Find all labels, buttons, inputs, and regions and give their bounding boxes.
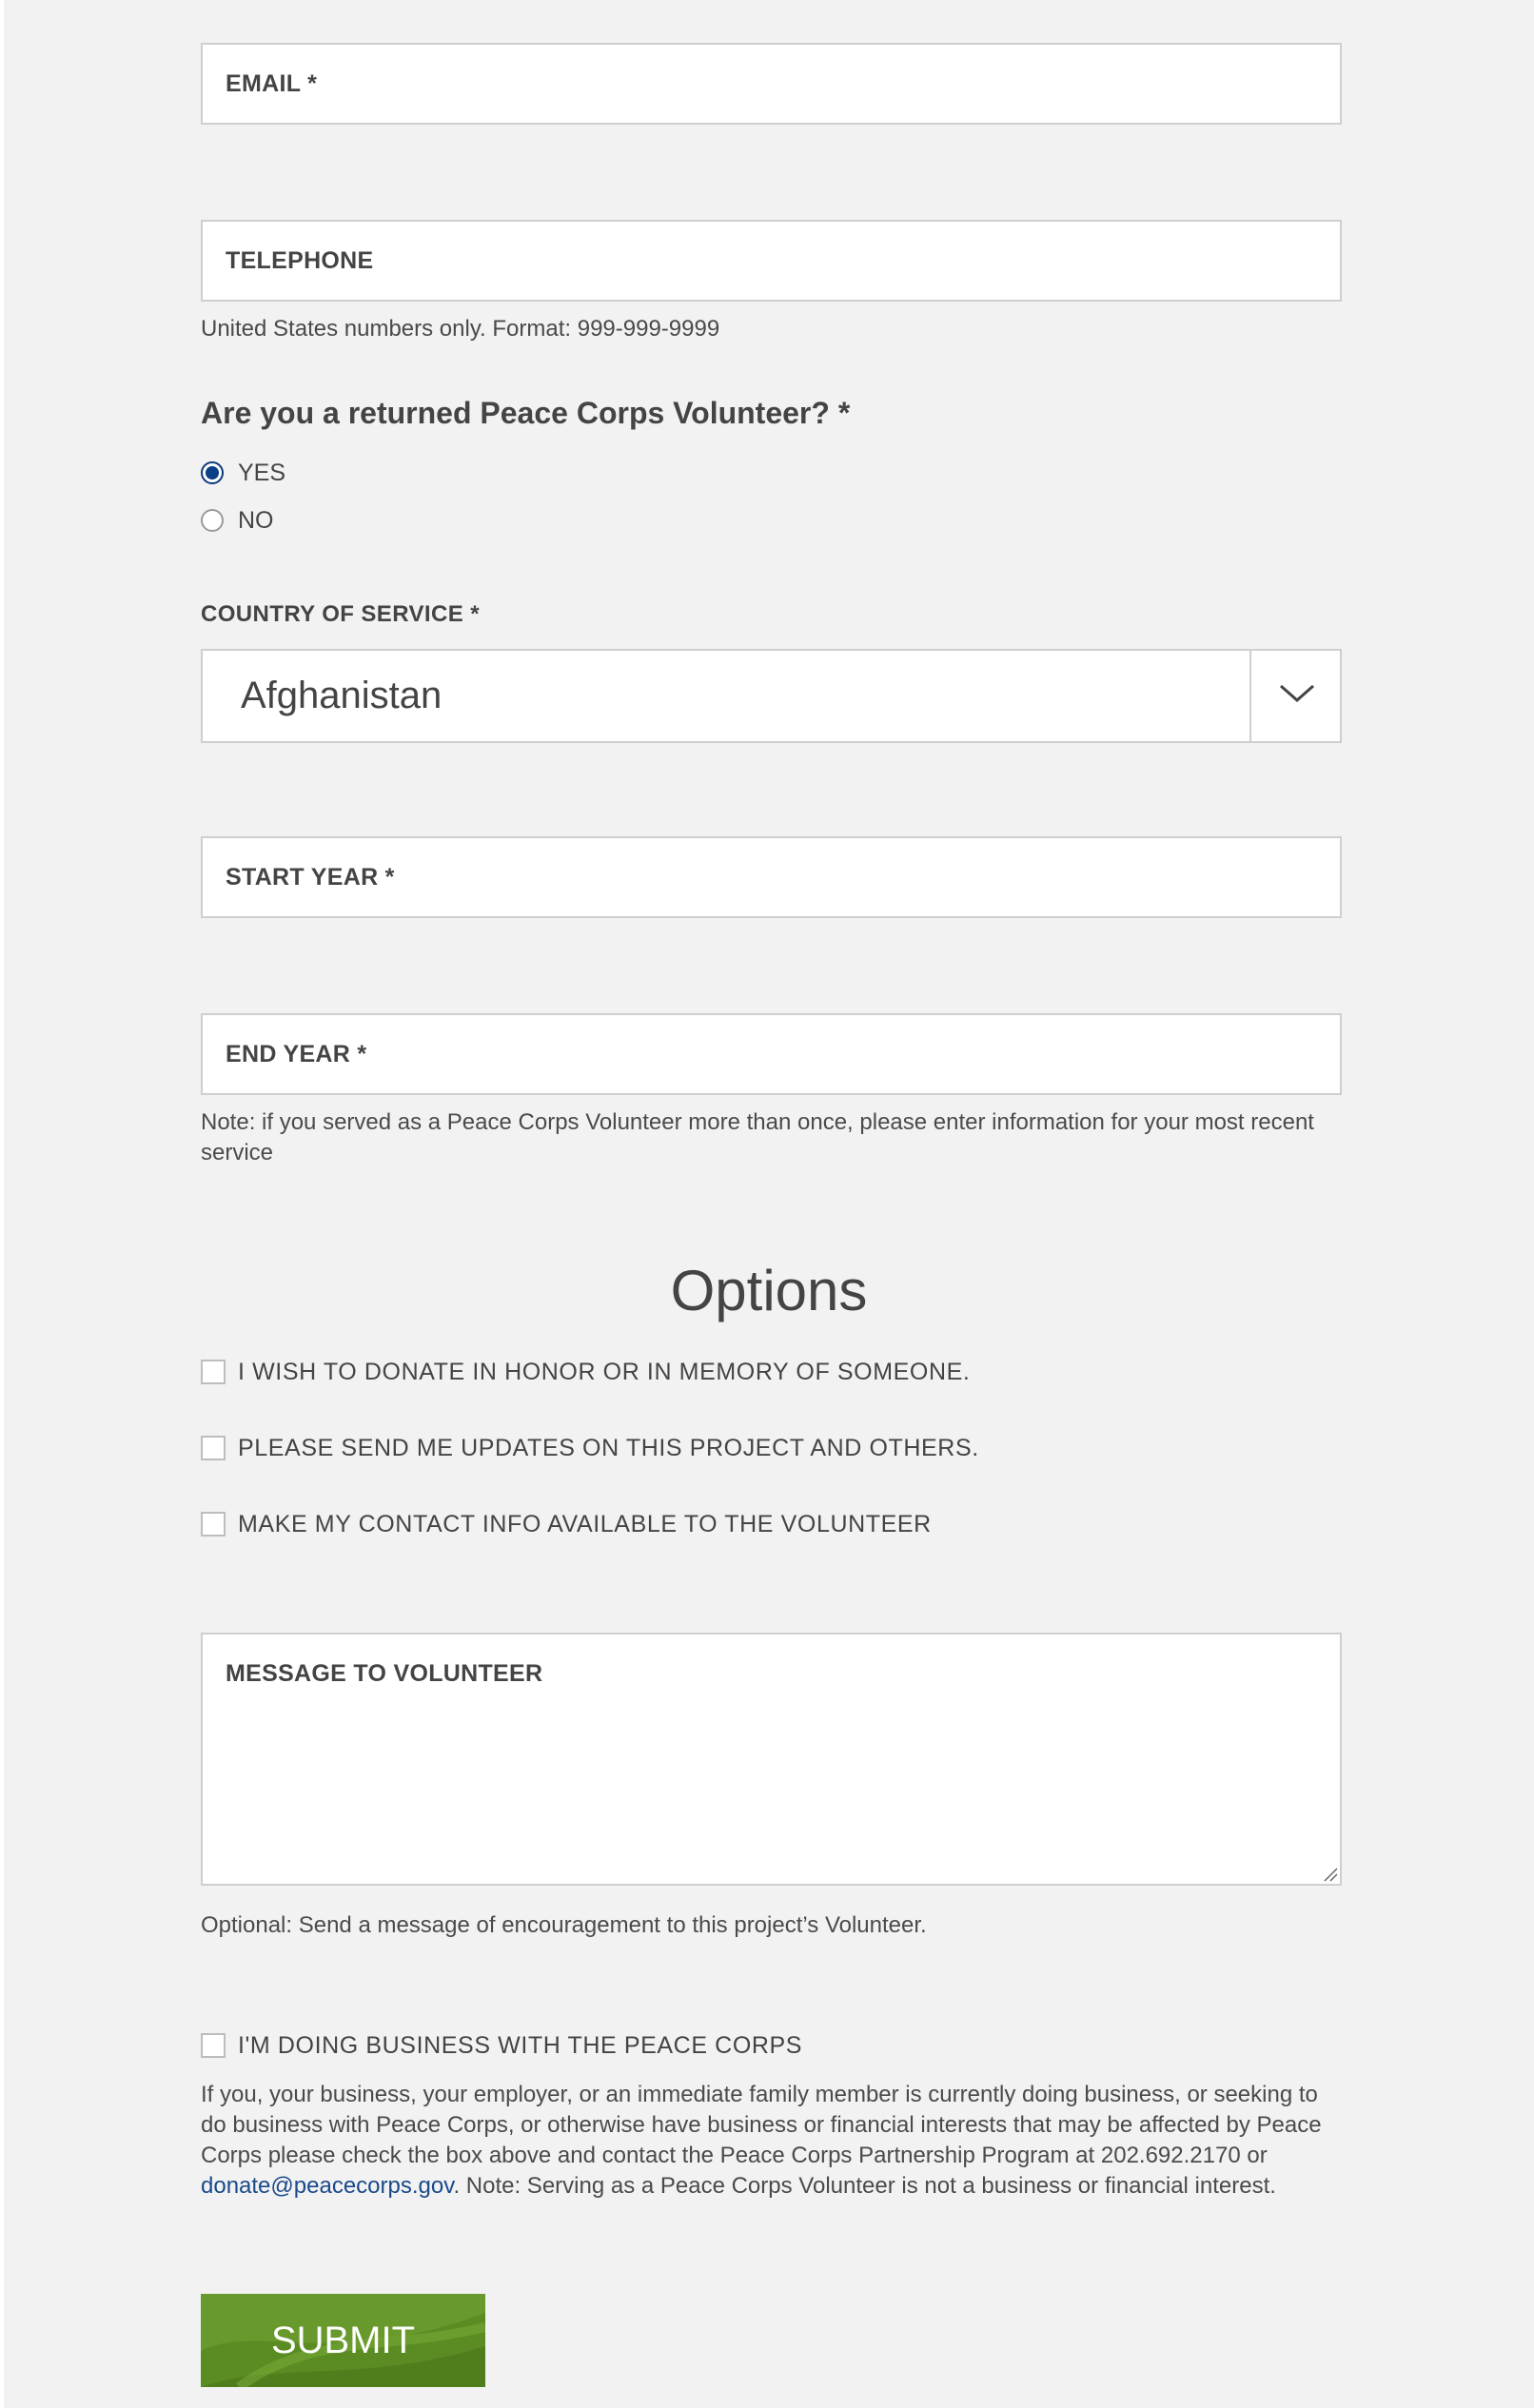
rpcv-yes-label[interactable]: YES	[238, 460, 286, 486]
send-updates-checkbox[interactable]	[201, 1436, 226, 1460]
rpcv-no-label[interactable]: NO	[238, 507, 274, 534]
end-year-note-line-1: Note: if you served as a Peace Corps Volunteer more than once, please enter information for your most recent	[201, 1109, 1314, 1135]
end-year-note-line-2: service	[201, 1140, 274, 1165]
donate-in-honor-label[interactable]: I WISH TO DONATE IN HONOR OR IN MEMORY OF SOMEONE.	[238, 1359, 971, 1385]
chevron-down-icon[interactable]	[1279, 681, 1315, 706]
country-select[interactable]	[201, 649, 1342, 743]
telephone-help-text: United States numbers only. Format: 999-999-9999	[201, 316, 720, 342]
options-heading: Options	[670, 1259, 868, 1322]
donate-in-honor-checkbox[interactable]	[201, 1360, 226, 1384]
end-year-input[interactable]	[201, 1013, 1342, 1095]
rpcv-no-radio[interactable]	[201, 509, 224, 532]
business-text-line-4-rest: . Note: Serving as a Peace Corps Volunteer is not a business or financial interest.	[453, 2173, 1276, 2199]
doing-business-label[interactable]: I'M DOING BUSINESS WITH THE PEACE CORPS	[238, 2032, 803, 2059]
rpcv-question: Are you a returned Peace Corps Volunteer? *	[201, 396, 851, 430]
message-to-volunteer-textarea[interactable]	[201, 1633, 1342, 1886]
submit-button[interactable]	[201, 2294, 485, 2387]
doing-business-checkbox[interactable]	[201, 2033, 226, 2058]
select-divider	[1249, 651, 1251, 741]
message-label: MESSAGE TO VOLUNTEER	[226, 1660, 543, 1687]
message-help-text: Optional: Send a message of encouragement to this project’s Volunteer.	[201, 1912, 927, 1938]
send-updates-label[interactable]: PLEASE SEND ME UPDATES ON THIS PROJECT AND OTHERS.	[238, 1435, 979, 1461]
business-text-line-1: If you, your business, your employer, or an immediate family member is currently doing business, or seeking to	[201, 2082, 1318, 2107]
rpcv-yes-radio[interactable]	[201, 461, 224, 484]
country-selected-value: Afghanistan	[241, 675, 442, 716]
email-input[interactable]	[201, 43, 1342, 125]
business-text-line-2: do business with Peace Corps, or otherwise have business or financial interests that may be affected by Peace	[201, 2112, 1322, 2138]
start-year-input[interactable]	[201, 836, 1342, 918]
donation-form-page	[4, 0, 1534, 2408]
telephone-label: TELEPHONE	[226, 246, 374, 274]
business-text-line-3: Corps please check the box above and contact the Peace Corps Partnership Program at 202.692.2170 or	[201, 2143, 1268, 2168]
start-year-label: START YEAR *	[226, 863, 395, 891]
business-text-line-4	[201, 2171, 1371, 2202]
telephone-input[interactable]	[201, 220, 1342, 302]
share-contact-info-checkbox[interactable]	[201, 1512, 226, 1537]
email-label: EMAIL *	[226, 69, 318, 97]
resize-handle-icon[interactable]	[1321, 1865, 1338, 1882]
end-year-note	[201, 1107, 1314, 1168]
share-contact-info-label[interactable]: MAKE MY CONTACT INFO AVAILABLE TO THE VOLUNTEER	[238, 1511, 932, 1537]
country-of-service-label: COUNTRY OF SERVICE *	[201, 601, 480, 627]
end-year-label: END YEAR *	[226, 1040, 367, 1067]
donate-email-link[interactable]: donate@peacecorps.gov	[201, 2173, 454, 2199]
business-disclosure-text	[201, 2080, 1371, 2202]
submit-button-label: SUBMIT	[270, 2319, 416, 2361]
